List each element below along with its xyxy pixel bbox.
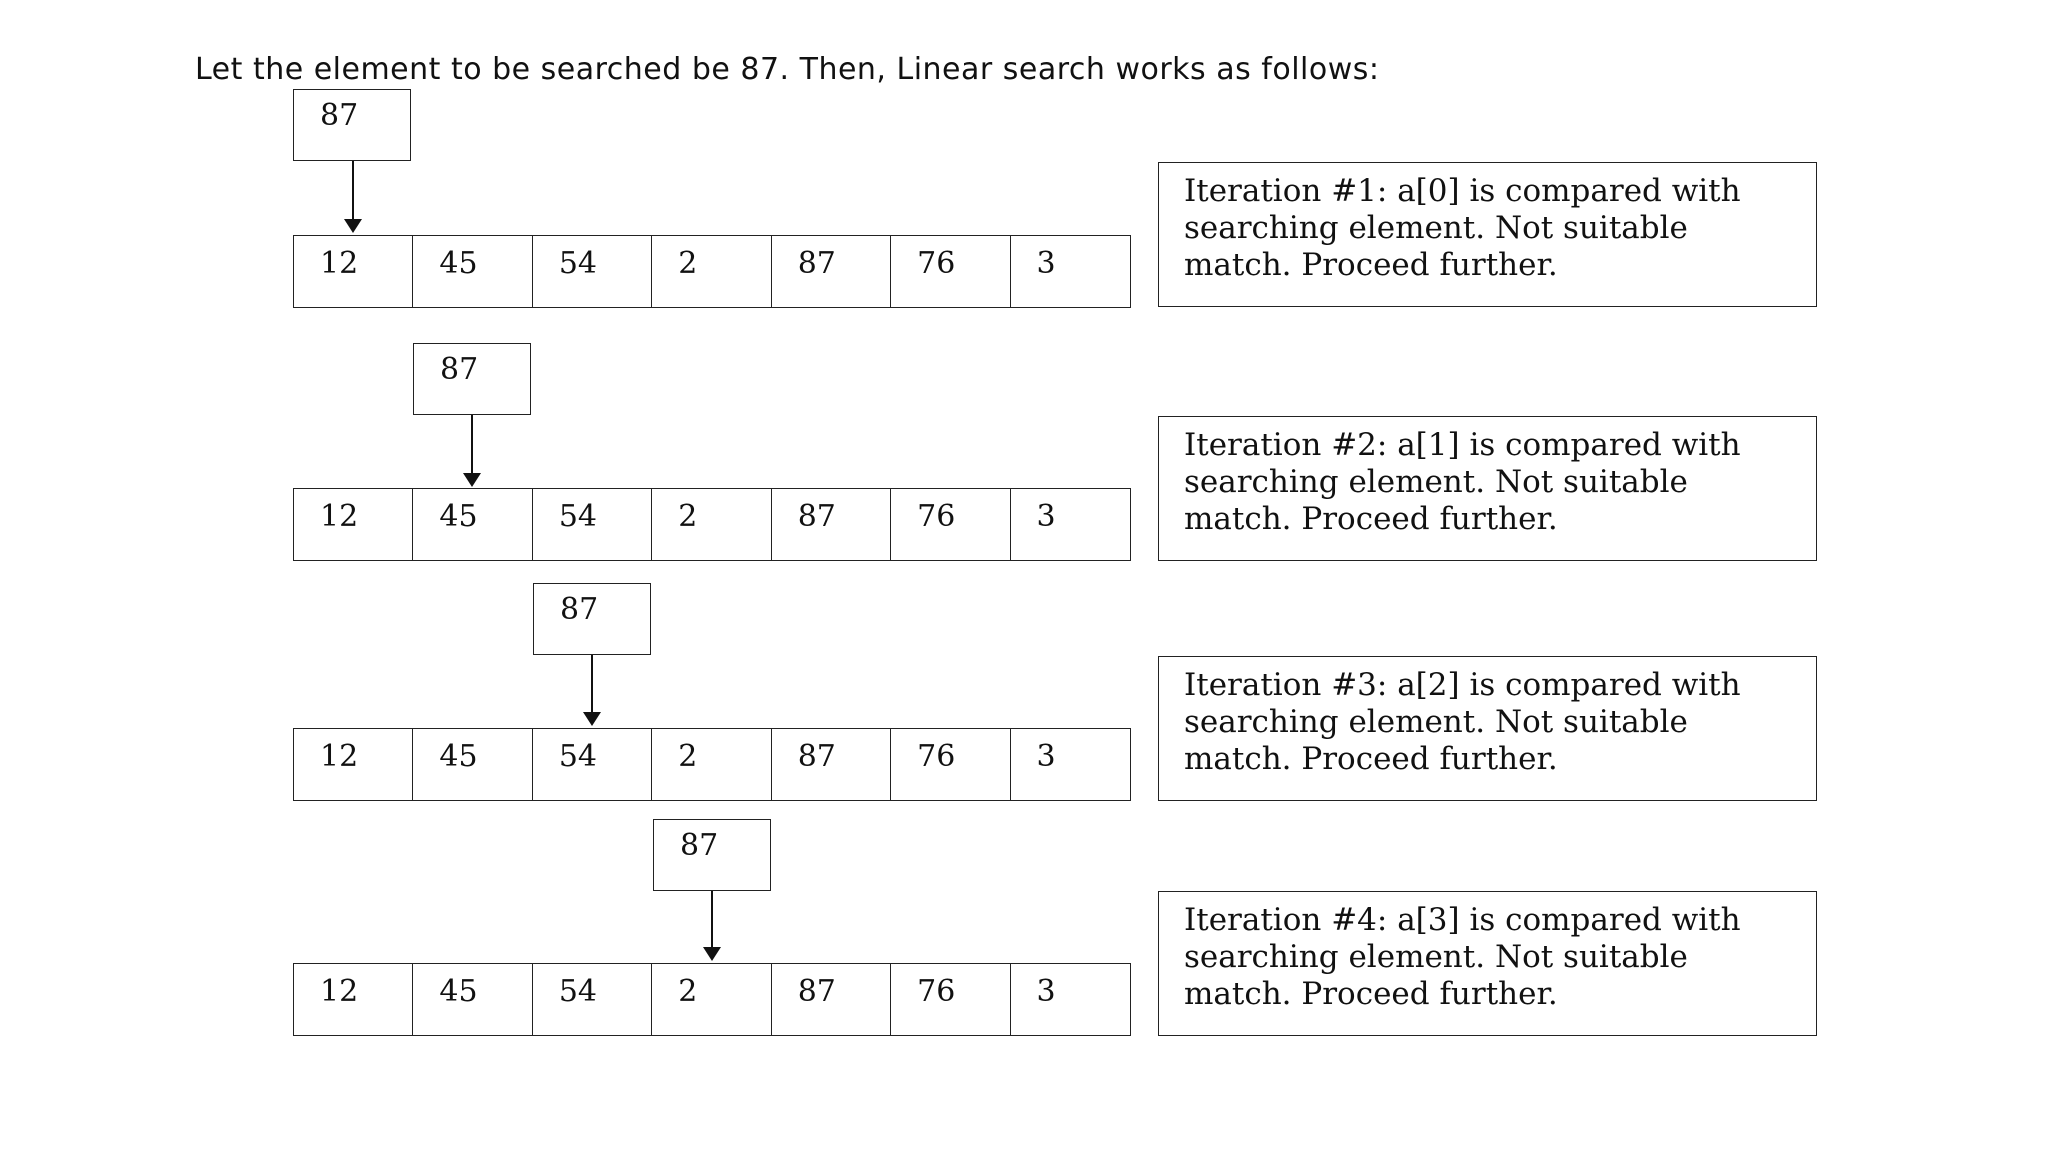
array-cell-6: 3 — [1036, 739, 1056, 774]
array-cell-4: 87 — [772, 489, 891, 560]
iteration-note — [1158, 416, 1817, 561]
array-cell-0: 12 — [294, 964, 413, 1035]
array-cell-3: 2 — [652, 489, 771, 560]
array-cell-3: 2 — [652, 236, 771, 307]
note-line: match. Proceed further. — [1184, 247, 1558, 283]
array-cell-6: 3 — [1036, 974, 1056, 1009]
array-cell-6: 3 — [1036, 246, 1056, 281]
array-cell-3: 2 — [652, 729, 771, 800]
array-cell-5: 76 — [891, 729, 1010, 800]
iteration-note — [1158, 891, 1817, 1036]
note-line: match. Proceed further. — [1184, 501, 1558, 537]
arrow-head-icon — [703, 947, 721, 961]
arrow-head-icon — [583, 712, 601, 726]
comparison-arrow — [711, 891, 713, 949]
array-cell-2: 54 — [533, 489, 652, 560]
array-row — [293, 235, 1131, 308]
array-cell-1: 45 — [413, 964, 532, 1035]
array-cell-5: 76 — [891, 236, 1010, 307]
note-line: Iteration #3: a[2] is compared with — [1184, 667, 1741, 703]
iteration-note — [1158, 656, 1817, 801]
array-cell-4: 87 — [772, 964, 891, 1035]
array-cell-0: 12 — [294, 236, 413, 307]
array-cell-5: 76 — [891, 489, 1010, 560]
array-cell-0: 12 — [294, 729, 413, 800]
array-cell-6: 3 — [1036, 499, 1056, 534]
array-cell-1: 45 — [413, 489, 532, 560]
array-cell-1: 45 — [413, 236, 532, 307]
note-line: Iteration #2: a[1] is compared with — [1184, 427, 1741, 463]
intro-text: Let the element to be searched be 87. Then, Linear search works as follows: — [195, 52, 1380, 87]
arrow-head-icon — [344, 219, 362, 233]
array-row — [293, 963, 1131, 1036]
array-cell-4: 87 — [772, 729, 891, 800]
array-cell-4: 87 — [772, 236, 891, 307]
array-cell-1: 45 — [413, 729, 532, 800]
note-line: Iteration #4: a[3] is compared with — [1184, 902, 1741, 938]
search-key-box: 87 — [533, 583, 651, 655]
search-key-box: 87 — [293, 89, 411, 161]
array-cell-0: 12 — [294, 489, 413, 560]
search-key-box: 87 — [653, 819, 771, 891]
array-cell-2: 54 — [533, 729, 652, 800]
search-key-box: 87 — [413, 343, 531, 415]
array-cell-3: 2 — [652, 964, 771, 1035]
note-line: searching element. Not suitable — [1184, 939, 1688, 975]
note-line: searching element. Not suitable — [1184, 464, 1688, 500]
note-line: match. Proceed further. — [1184, 741, 1558, 777]
comparison-arrow — [352, 161, 354, 221]
note-line: Iteration #1: a[0] is compared with — [1184, 173, 1741, 209]
array-row — [293, 728, 1131, 801]
note-line: searching element. Not suitable — [1184, 704, 1688, 740]
array-cell-2: 54 — [533, 236, 652, 307]
array-row — [293, 488, 1131, 561]
arrow-head-icon — [463, 473, 481, 487]
note-line: searching element. Not suitable — [1184, 210, 1688, 246]
comparison-arrow — [591, 655, 593, 714]
iteration-note — [1158, 162, 1817, 307]
array-cell-2: 54 — [533, 964, 652, 1035]
array-cell-5: 76 — [891, 964, 1010, 1035]
note-line: match. Proceed further. — [1184, 976, 1558, 1012]
comparison-arrow — [471, 415, 473, 475]
